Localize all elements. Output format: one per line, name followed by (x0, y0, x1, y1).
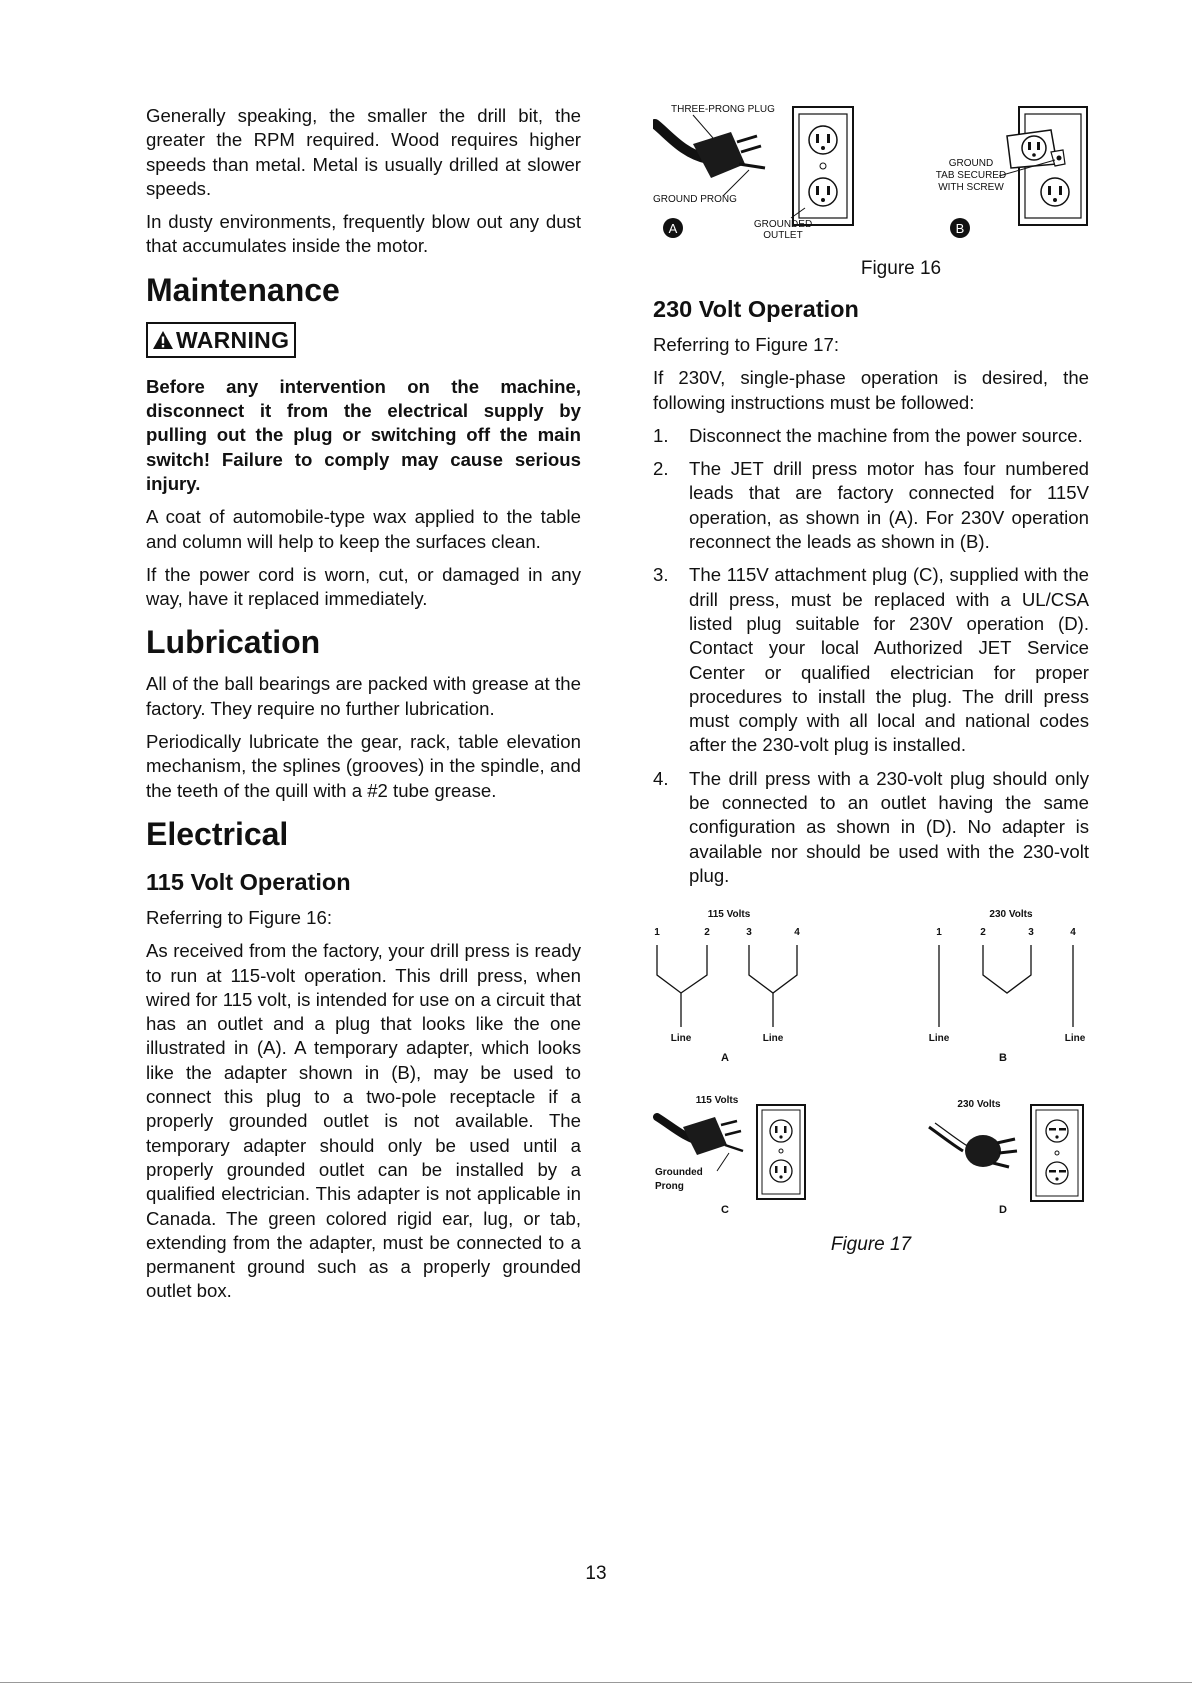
figure-17-illustration (653, 905, 1089, 1220)
warning-triangle-icon (152, 330, 174, 350)
wiring-a-lead-1: 1 (654, 927, 660, 939)
wiring-a-voltage-label: 115 Volts (707, 909, 751, 921)
warning-label: WARNING (176, 326, 290, 353)
right-column (653, 104, 1089, 1257)
wiring-b-lead-2: 2 (980, 927, 986, 939)
maintenance-paragraph-1: A coat of automobile-type wax applied to the table and column will help to keep the surfaces clean. (146, 506, 581, 552)
badge-a-label: A (668, 221, 678, 236)
wiring-b-line-1: Line (928, 1033, 950, 1045)
left-column (146, 104, 581, 1313)
wiring-b-lead-4: 4 (1070, 927, 1076, 939)
115v-reference: Referring to Figure 16: (146, 906, 333, 928)
warning-text: Before any intervention on the machine, disconnect it from the electrical supply by pulling out the plug or switching off the main switch! Failure to comply may cause serious injury. (146, 375, 581, 494)
plug-c-ground-prong (725, 1145, 743, 1151)
ground-tab-screw-icon (1057, 156, 1062, 161)
wiring-a-label: A (721, 1052, 729, 1065)
figure-16-illustration (653, 104, 1089, 252)
list-item: 1. Disconnect the machine from the power source. (653, 424, 1083, 446)
wiring-a-lead-4: 4 (794, 927, 800, 939)
plug-c-body (683, 1117, 727, 1155)
lubrication-heading: Lubrication (146, 624, 321, 661)
three-prong-plug-body (693, 132, 745, 178)
list-item: 3. The 115V attachment plug (C), supplied with the drill press, must be replaced with a UL/CSA listed plug suitable for 230V operation (D). Contact your local Authorized JET Service Center or qualified electrician for proper procedures to install the plug. The drill press must comply with all local and national codes after the 230-volt plug is installed. (653, 564, 1089, 756)
wiring-a-lead-3: 3 (746, 927, 752, 939)
figure-16-caption: Figure 16 (860, 258, 942, 279)
warning-label-box (146, 322, 296, 358)
grounded-outlet-label-1: GROUNDED (753, 219, 813, 230)
wiring-b-lead-1: 1 (936, 927, 942, 939)
wiring-b-lead-3: 3 (1028, 927, 1034, 939)
ground-tab-label-1: GROUND (948, 158, 994, 169)
ground-tab-label-2: TAB SECURED (935, 170, 1007, 181)
grounded-outlet-label-2: OUTLET (763, 230, 803, 241)
badge-b-label: B (955, 221, 965, 236)
wiring-b-jumper (983, 945, 1031, 993)
lubrication-paragraph-1: All of the ball bearings are packed with grease at the factory. They require no further lubrication. (146, 673, 581, 719)
plug-d-label: D (999, 1204, 1007, 1217)
intro-paragraph-1: Generally speaking, the smaller the drill bit, the greater the RPM required. Wood requires higher speeds than metal. Metal is usually drilled at slower speeds. (146, 105, 581, 199)
wiring-b-line-2: Line (1064, 1033, 1086, 1045)
grounded-prong-label-1: Grounded (655, 1167, 703, 1179)
230v-heading: 230 Volt Operation (653, 296, 859, 322)
115v-heading: 115 Volt Operation (146, 868, 351, 895)
wiring-a-lead-pair-1 (657, 945, 707, 993)
wiring-b-label: B (999, 1052, 1007, 1065)
wiring-a-lead-pair-2 (749, 945, 797, 993)
page-number: 13 (585, 1563, 607, 1584)
grounded-prong-label-2: Prong (655, 1181, 684, 1193)
prong-1 (737, 136, 757, 142)
ground-prong-label: GROUND PRONG (653, 194, 737, 205)
wiring-a-lead-2: 2 (704, 927, 710, 939)
plug-c-label: C (721, 1204, 729, 1217)
wiring-b-voltage-label: 230 Volts (989, 909, 1033, 921)
plug-d-voltage-label: 230 Volts (957, 1099, 1001, 1111)
electrical-heading: Electrical (146, 815, 289, 852)
230v-reference: Referring to Figure 17: (653, 334, 840, 355)
figure-17-caption: Figure 17 (830, 1234, 912, 1256)
115v-paragraph: As received from the factory, your drill press is ready to run at 115-volt operation. This drill press, when wired for 115 volt, is intended for use on a circuit that has an outlet and a plug that looks like the one illustrated in (A). A temporary adapter, which looks like the adapter shown in (B), may be used to connect this plug to a two-pole receptacle if a properly grounded outlet is not available. The temporary adapter should only be used until a properly grounded outlet can be installed by a qualified electrician. This adapter is not applicable in Canada. The green colored rigid ear, lug, or tab, extending from the adapter, must be connected to a permanent ground such as a properly grounded outlet box. (146, 940, 581, 1302)
ground-prong (739, 164, 765, 168)
prong-2 (741, 146, 761, 152)
three-prong-plug-label: THREE-PRONG PLUG (671, 104, 775, 115)
maintenance-heading: Maintenance (146, 271, 340, 308)
wiring-a-line-2: Line (762, 1033, 784, 1045)
list-item: 2. The JET drill press motor has four numbered leads that are factory connected for 115V operation, as shown in (A). For 230V operation reconnect the leads as shown in (B). (653, 458, 1089, 553)
230v-paragraph: If 230V, single-phase operation is desired, the following instructions must be followed: (653, 367, 1089, 413)
lubrication-paragraph-2: Periodically lubricate the gear, rack, table elevation mechanism, the splines (grooves) in the spindle, and the teeth of the quill with a #2 tube grease. (146, 731, 581, 801)
plug-c-voltage-label: 115 Volts (695, 1095, 739, 1107)
wiring-a-line-1: Line (670, 1033, 692, 1045)
ground-tab-label-3: WITH SCREW (938, 182, 1004, 193)
intro-paragraph-2: In dusty environments, frequently blow out any dust that accumulates inside the motor. (146, 211, 581, 257)
bottom-divider (0, 1682, 1192, 1683)
maintenance-paragraph-2: If the power cord is worn, cut, or damaged in any way, have it replaced immediately. (146, 563, 581, 610)
list-item: 4. The drill press with a 230-volt plug should only be connected to an outlet having the same configuration as shown in (D). No adapter is available nor should be used with the 230-volt plug. (653, 767, 1089, 886)
230v-steps-list (653, 424, 1089, 888)
